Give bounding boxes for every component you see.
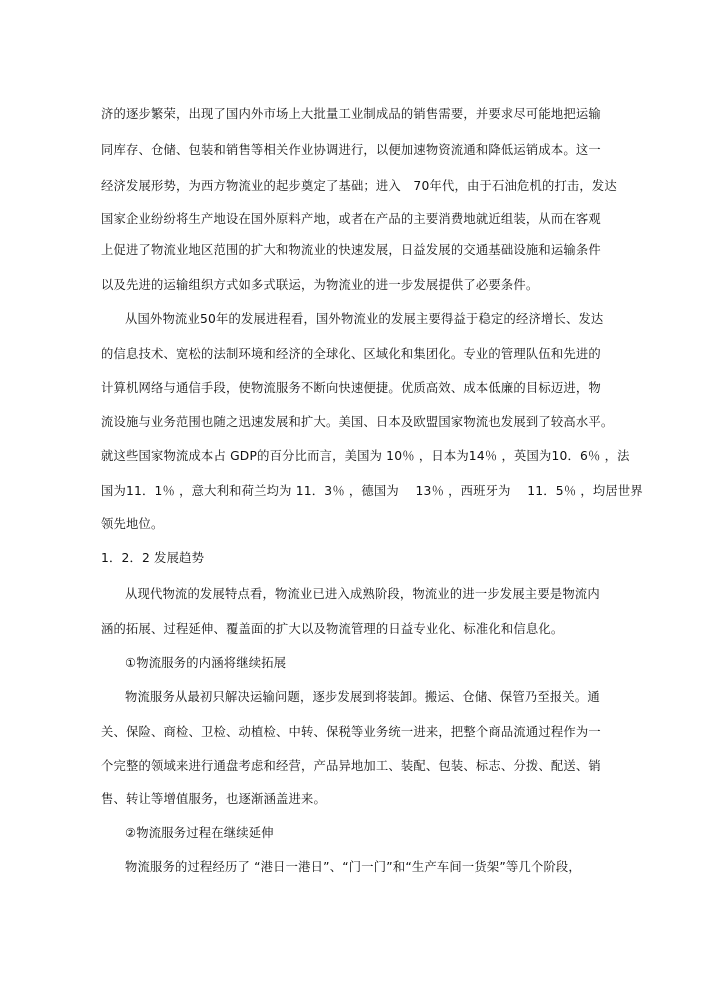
paragraph-line: 同库存、仓储、包装和销售等相关作业协调进行，以便加速物资流通和降低运销成本。这一 (101, 143, 601, 157)
paragraph-line: 领先地位。 (101, 517, 164, 531)
paragraph-line: 济的逐步繁荣，出现了国内外市场上大批量工业制成品的销售需要，并要求尽可能地把运输 (101, 107, 601, 121)
paragraph-line: 从现代物流的发展特点看，物流业已进入成熟阶段，物流业的进一步发展主要是物流内 (125, 587, 600, 601)
paragraph-line: 的信息技术、宽松的法制环境和经济的全球化、区域化和集团化。专业的管理队伍和先进的 (101, 347, 601, 361)
paragraph-line: 关、保险、商检、卫检、动植检、中转、保税等业务统一进来，把整个商品流通过程作为一 (101, 725, 601, 739)
paragraph-line: 就这些国家物流成本占 GDP的百分比而言，美国为 10％ ，日本为14％ ，英国为10．6％ ，法 (101, 449, 630, 463)
paragraph-line: 上促进了物流业地区范围的扩大和物流业的快速发展，日益发展的交通基础设施和运输条件 (101, 243, 601, 257)
paragraph-line: 经济发展形势，为西方物流业的起步奠定了基础；进入 70年代，由于石油危机的打击，发达 (101, 179, 617, 193)
paragraph-line: 个完整的领域来进行通盘考虑和经营，产品异地加工、装配、包装、标志、分拨、配送、销 (101, 759, 601, 773)
paragraph-line: 售、转让等增值服务，也逐渐涵盖进来。 (101, 792, 326, 806)
paragraph-line: 流设施与业务范围也随之迅速发展和扩大。美国、日本及欧盟国家物流也发展到了较高水平。 (101, 415, 614, 429)
paragraph-line: 物流服务的过程经历了 “港日一港日”、“门一门”和“生产车间一货架”等几个阶段， (125, 860, 581, 874)
paragraph-line: 国家企业纷纷将生产地设在国外原料产地，或者在产品的主要消费地就近组装，从而在客观 (101, 212, 601, 226)
subsection-heading: ②物流服务过程在继续延伸 (125, 826, 274, 840)
section-heading: 1．2．2 发展趋势 (101, 551, 205, 565)
paragraph-line: 物流服务从最初只解决运输问题，逐步发展到将装卸。搬运、仓储、保管乃至报关。通 (125, 690, 600, 704)
paragraph-line: 涵的拓展、过程延伸、覆盖面的扩大以及物流管理的日益专业化、标准化和信息化。 (101, 622, 564, 636)
paragraph-line: 国为11．1％ ，意大利和荷兰均为 11．3％ ，德国为 13％ ，西班牙为 11．5％ ，均居世界 (101, 484, 643, 498)
paragraph-line: 以及先进的运输组织方式如多式联运，为物流业的进一步发展提供了必要条件。 (101, 278, 539, 292)
paragraph-line: 计算机网络与通信手段，使物流服务不断向快速便捷。优质高效、成本低廉的目标迈进，物 (101, 381, 601, 395)
paragraph-line: 从国外物流业50年的发展进程看，国外物流业的发展主要得益于稳定的经济增长、发达 (125, 312, 604, 326)
subsection-heading: ①物流服务的内涵将继续拓展 (125, 656, 287, 670)
